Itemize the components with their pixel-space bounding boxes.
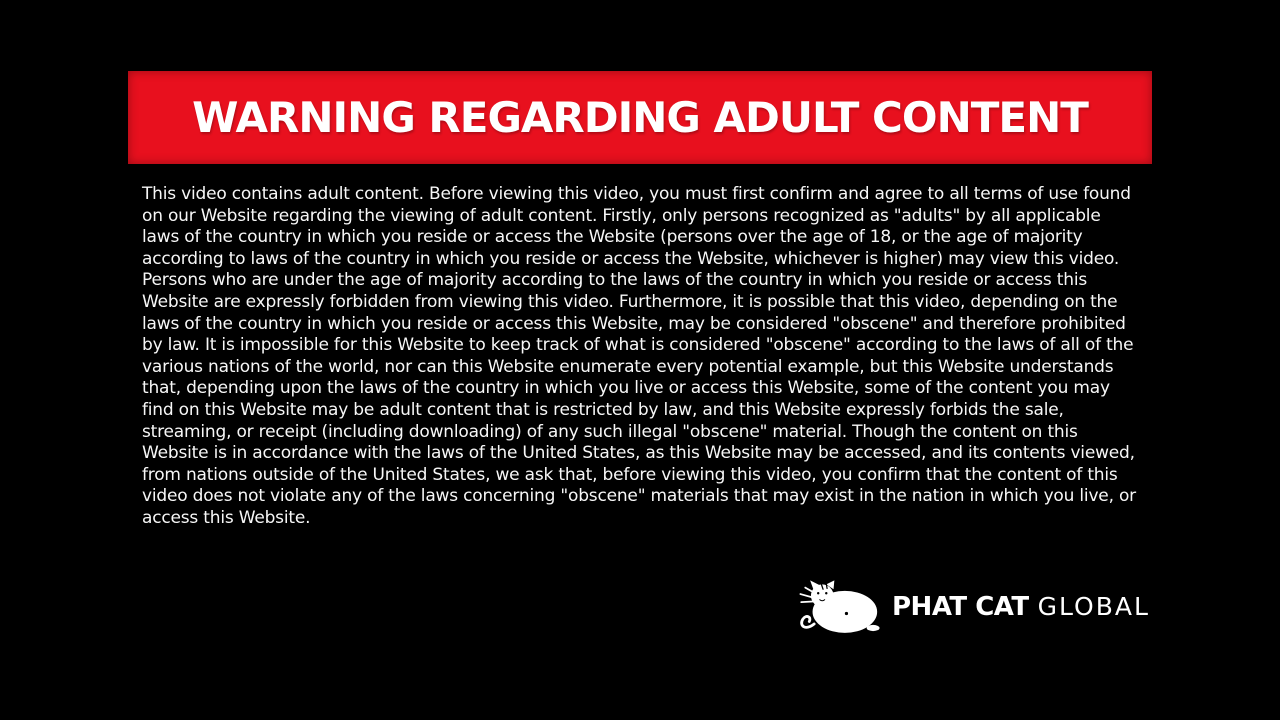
brand-wordmark: [892, 592, 1150, 622]
brand-logo: [798, 578, 1150, 636]
fat-cat-icon: [798, 579, 882, 635]
brand-name-secondary: GLOBAL: [1037, 592, 1150, 621]
brand-name-primary: PHAT CAT: [892, 592, 1029, 622]
warning-title: WARNING REGARDING ADULT CONTENT: [192, 93, 1088, 142]
warning-paragraph: This video contains adult content. Before viewing this video, you must first confirm and agree to all terms of use found on our Website regarding the viewing of adult content. Firstly, only persons recognized as "adults" by all applicable laws of the country in which you reside or access the Website (persons over the age of 18, or the age of majority according to laws of the country in which you reside or access the Website, whichever is higher) may view this video. Persons who are under the age of majority according to the laws of the country in which you reside or access this Website are expressly forbidden from viewing this video. Furthermore, it is possible that this video, depending on the laws of the country in which you reside or access this Website, may be considered "obscene" and therefore prohibited by law. It is impossible for this Website to keep track of what is considered "obscene" according to the laws of all of the various nations of the world, nor can this Website enumerate every potential example, but this Website understands that, depending upon the laws of the country in which you live or access this Website, some of the content you may find on this Website may be adult content that is restricted by law, and this Website expressly forbids the sale, streaming, or receipt (including downloading) of any such illegal "obscene" material. Though the content on this Website is in accordance with the laws of the United States, as this Website may be accessed, and its contents viewed, from nations outside of the United States, we ask that, before viewing this video, you confirm that the content of this video does not violate any of the laws concerning "obscene" materials that may exist in the nation in which you live, or access this Website.: [142, 184, 1136, 528]
warning-banner: [128, 71, 1152, 164]
